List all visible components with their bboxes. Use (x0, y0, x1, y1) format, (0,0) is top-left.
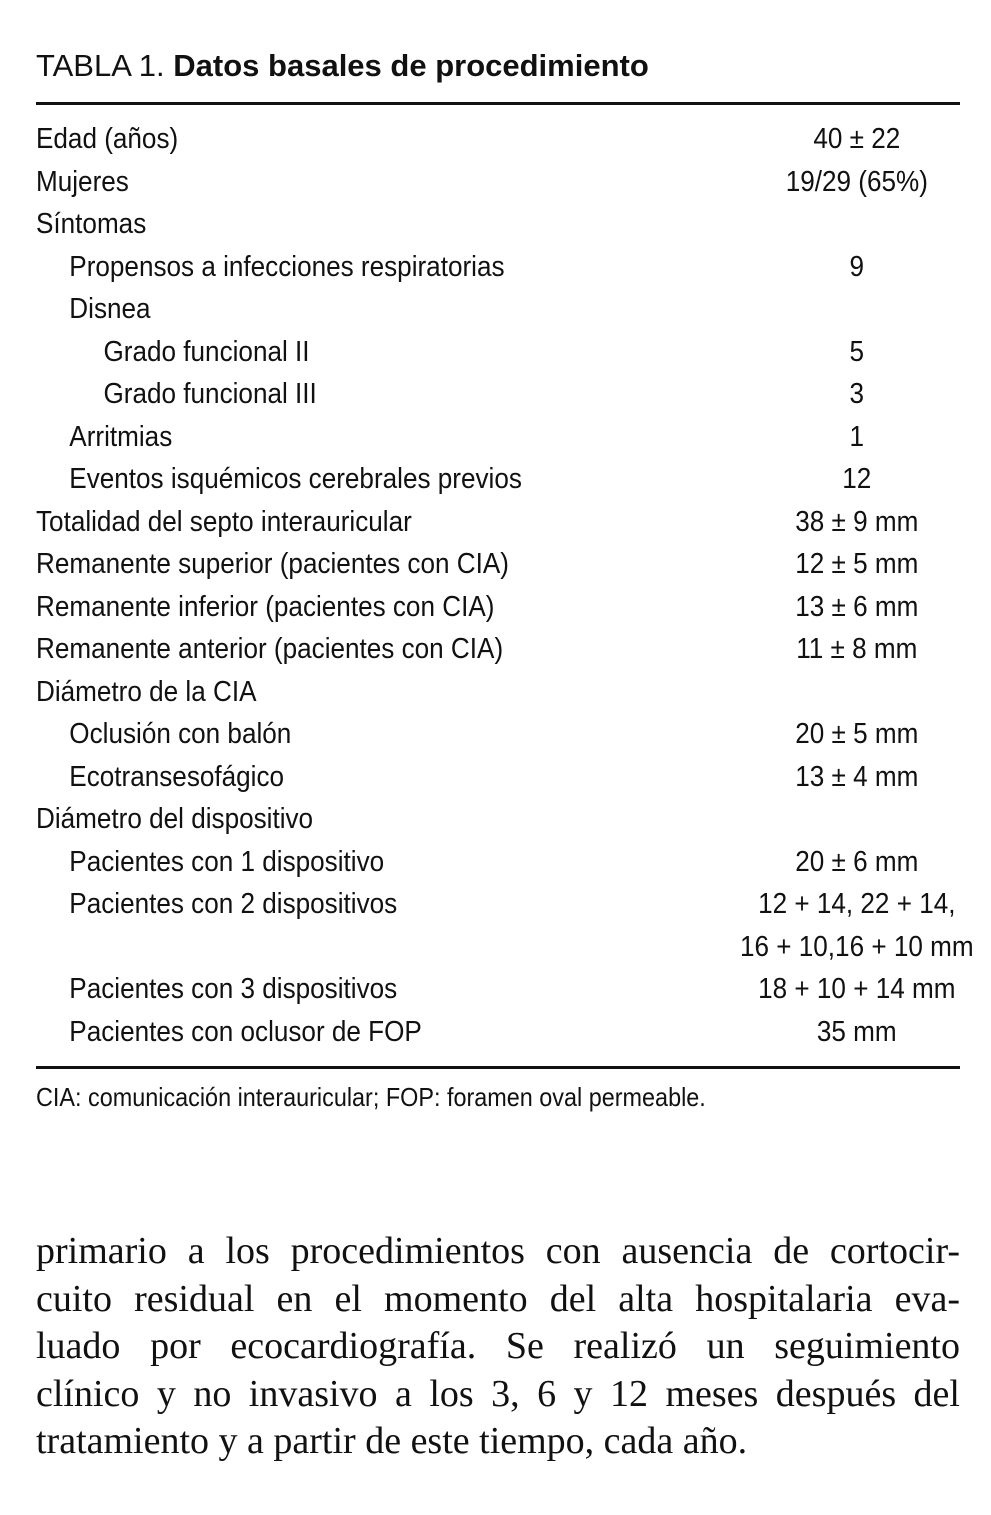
row-value: 40 ± 22 (813, 123, 901, 155)
table-row (36, 203, 959, 246)
paragraph-line: luado por ecocardiografía. Se realizó un seguimiento (36, 1325, 960, 1367)
table-row (36, 1011, 959, 1054)
table-row (36, 926, 974, 969)
row-label: Remanente anterior (pacientes con CIA) (36, 633, 504, 665)
paragraph-line: primario a los procedimientos con ausencia de cortocir- (36, 1230, 960, 1272)
table-row (36, 416, 959, 459)
row-label: Grado funcional III (103, 378, 317, 410)
row-value: 35 mm (816, 1015, 897, 1048)
table-row (36, 883, 959, 926)
row-value: 20 ± 6 mm (795, 845, 919, 878)
row-value: 19/29 (65%) (785, 165, 928, 198)
table-caption (36, 48, 649, 84)
table-row (36, 246, 959, 289)
row-label: Ecotransesofágico (69, 760, 285, 793)
table-row (36, 756, 959, 799)
table-row (36, 373, 959, 416)
row-label: Remanente superior (pacientes con CIA) (36, 548, 509, 580)
row-value: 12 ± 5 mm (795, 548, 919, 580)
table-row (36, 161, 959, 204)
row-value: 13 ± 4 mm (795, 760, 919, 793)
row-value: 9 (849, 250, 865, 283)
table-row (36, 288, 959, 331)
body-paragraph (36, 1228, 960, 1466)
row-label: Grado funcional II (103, 335, 310, 368)
table-top-rule (36, 102, 960, 105)
table-row (36, 841, 959, 884)
row-value: 11 ± 8 mm (796, 633, 918, 665)
table-row (36, 586, 959, 629)
row-label: Pacientes con oclusor de FOP (69, 1015, 422, 1048)
row-label: Oclusión con balón (69, 718, 292, 750)
row-label: Propensos a infecciones respiratorias (69, 250, 505, 283)
paragraph-line: clínico y no invasivo a los 3, 6 y 12 meses después del (36, 1372, 960, 1415)
row-label: Síntomas (36, 208, 147, 240)
table-row (36, 543, 959, 586)
table-row (36, 713, 959, 756)
table-row (36, 798, 959, 841)
row-label: Totalidad del septo interauricular (36, 505, 412, 538)
table-body (36, 118, 974, 1053)
row-label: Pacientes con 3 dispositivos (69, 973, 398, 1005)
row-label: Edad (años) (36, 123, 179, 155)
table-row (36, 671, 959, 714)
row-label: Arritmias (69, 420, 173, 453)
row-value: 5 (849, 335, 865, 368)
row-value: 3 (849, 378, 865, 410)
row-label: Mujeres (36, 165, 129, 198)
row-value: 12 + 14, 22 + 14, (758, 888, 956, 920)
table-row (36, 501, 959, 544)
row-value: 18 + 10 + 14 mm (758, 973, 956, 1005)
row-value: 1 (849, 420, 865, 453)
row-value: 16 + 10,16 + 10 mm (739, 930, 974, 963)
row-value: 20 ± 5 mm (795, 718, 919, 750)
row-label: Eventos isquémicos cerebrales previos (69, 463, 522, 495)
row-value: 38 ± 9 mm (795, 505, 919, 538)
row-label: Pacientes con 1 dispositivo (69, 845, 385, 878)
row-label: Pacientes con 2 dispositivos (69, 888, 398, 920)
table-caption-title: Datos basales de procedimiento (173, 48, 649, 83)
table-footnote: CIA: comunicación interauricular; FOP: foramen oval permeable. (36, 1082, 706, 1112)
table-row (36, 968, 959, 1011)
table-row (36, 331, 959, 374)
paragraph-line: cuito residual en el momento del alta hospitalaria eva- (36, 1277, 960, 1320)
table-bottom-rule (36, 1066, 960, 1069)
row-label: Remanente inferior (pacientes con CIA) (36, 590, 495, 623)
row-value: 13 ± 6 mm (795, 590, 919, 623)
table-row (36, 118, 959, 161)
row-label: Diámetro de la CIA (36, 675, 257, 708)
row-value: 12 (842, 463, 872, 495)
row-label: Disnea (69, 293, 151, 325)
table-row (36, 458, 959, 501)
paragraph-line: tratamiento y a partir de este tiempo, cada año. (36, 1420, 748, 1462)
table-row (36, 628, 959, 671)
table-caption-prefix: TABLA 1. (36, 48, 165, 83)
row-label: Diámetro del dispositivo (36, 803, 314, 835)
